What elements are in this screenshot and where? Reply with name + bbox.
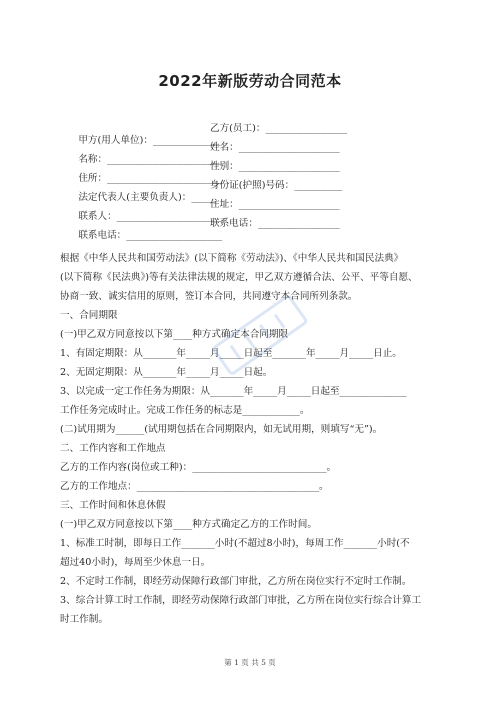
- party-field-row: [60, 218, 340, 254]
- body-line: 工作任务完成时止。完成工作任务的标志是____________。: [60, 405, 310, 416]
- body-line: 2、不定时工作制，即经劳动保障行政部门审批，乙方所在岗位实行不定时工作制。: [60, 576, 412, 587]
- party-field-right: 身份证(护照)号码：__________: [210, 180, 343, 191]
- section-heading: 三、工作时间和休息休假: [60, 500, 166, 511]
- party-field-right: 性别：_____________________: [210, 161, 340, 172]
- body-line: (一)甲乙双方同意按以下第____种方式确定本合同期限: [60, 329, 289, 340]
- party-field-left: 住所：________________________: [78, 173, 223, 184]
- body-line: 3、以完成一定工作任务为期限：从_______年_____月_____日起至______________: [60, 386, 407, 397]
- party-field-right: 联系电话：_________________: [210, 218, 340, 229]
- section-heading: 二、工作内容和工作地点: [60, 443, 166, 454]
- party-field-right: 住址：_____________________: [210, 199, 340, 210]
- party-field-left: 联系人：______________________: [78, 211, 223, 222]
- body-line: (以下简称《民法典》)等有关法律法规的规定，甲乙双方遵循合法、公平、平等自愿、: [60, 272, 418, 283]
- document-title: 2022年新版劳动合同范本: [158, 72, 342, 90]
- party-field-left: 法定代表人(主要负责人)：_____: [78, 192, 216, 203]
- body-line: (一)甲乙双方同意按以下第____种方式确定乙方的工作时间。: [60, 519, 317, 530]
- section-heading: 一、合同期限: [60, 310, 118, 321]
- body-line: 时工作制。: [60, 614, 108, 625]
- body-line: 1、有固定期限：从_______年_____月_____日起至_______年_____月_____日止。: [60, 348, 402, 359]
- body-line: 根据《中华人民共和国劳动法》(以下简称《劳动法》)、《中华人民共和国民法典》: [60, 253, 404, 264]
- party-field-left: 联系电话：____________________: [78, 230, 223, 241]
- body-line: (二)试用期为______(试用期包括在合同期限内，如无试用期，则填写“无”)。: [60, 424, 383, 435]
- party-field-right: 乙方(员工)：_________________: [210, 123, 348, 134]
- party-field-right: 姓名：_____________________: [210, 142, 340, 153]
- body-line: 1、标准工时制，即每日工作_______小时(不超过8小时)，每周工作_______小时(不: [60, 538, 410, 549]
- body-line: 乙方的工作地点：______________________________________。: [60, 481, 329, 492]
- body-line: 2、无固定期限：从_______年_____月_____日起。: [60, 367, 273, 378]
- body-line: 3、综合计算工时工作制，即经劳动保障行政部门审批，乙方所在岗位实行综合计算工: [60, 595, 422, 606]
- page-number: 第 1 页 共 5 页: [224, 658, 276, 667]
- watermark-logo: [200, 275, 320, 395]
- body-line: 超过40小时)，每周至少休息一日。: [60, 557, 211, 568]
- party-field-left: 名称：________________________: [78, 154, 223, 165]
- body-line: 乙方的工作内容(岗位或工种)：____________________________。: [60, 462, 337, 473]
- body-line: 协商一致、诚实信用的原则，签订本合同，共同遵守本合同所列条款。: [60, 291, 358, 302]
- party-field-left: 甲方(用人单位)：______________: [78, 135, 221, 146]
